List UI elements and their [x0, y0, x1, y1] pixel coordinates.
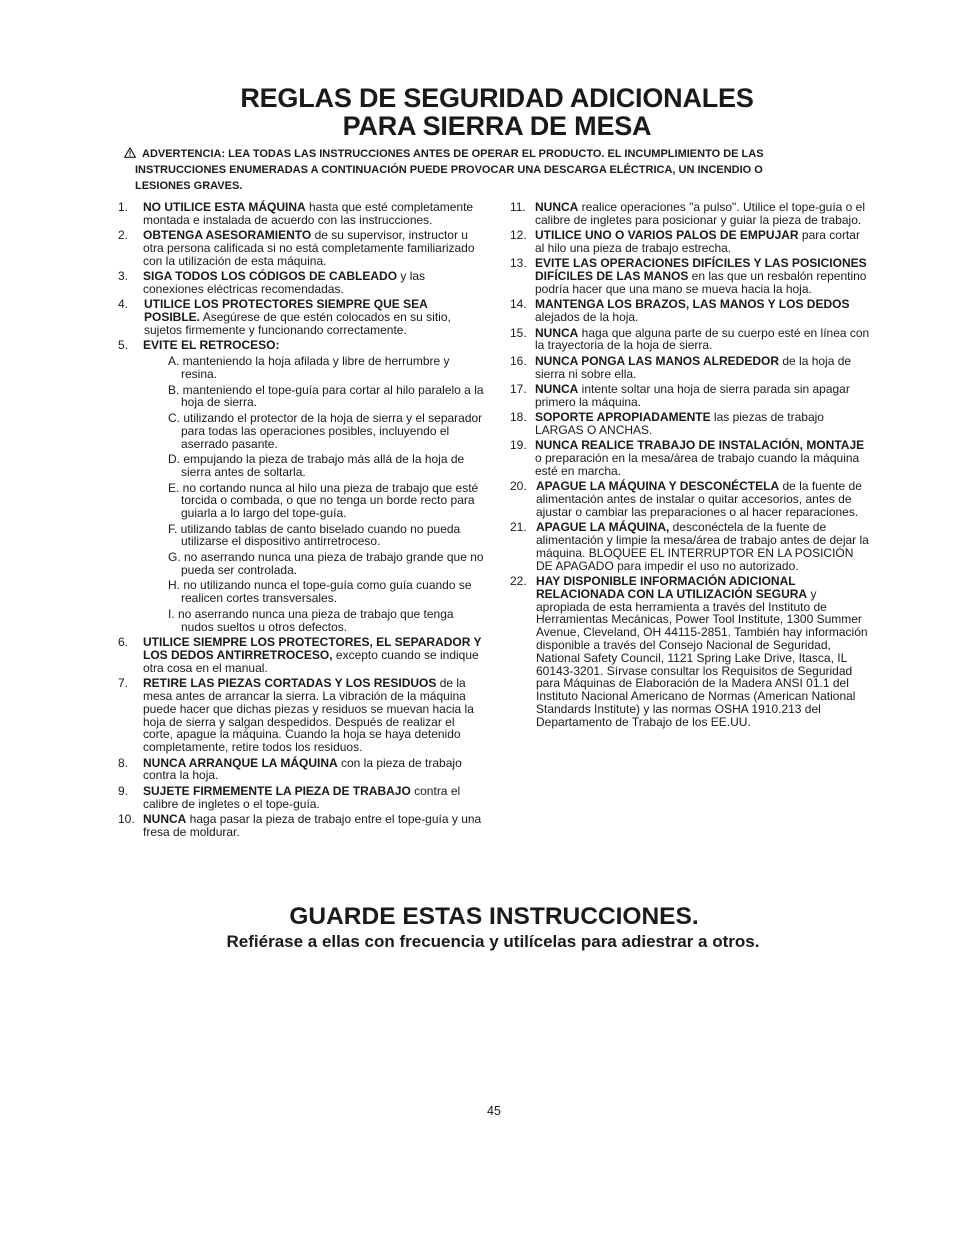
rule-item [510, 521, 872, 572]
rule-number: 13. [510, 256, 527, 271]
rule-text: y apropiada de esta herramienta a través del Instituto de Herramientas Mecánicas, Power Tool Institute, 1300 Summer Avenue, Cleveland, OH 44115-2851. También hay información disponible a través del Consejo Nacional de Seguridad, National Safety Council, 1121 Spring Lake Drive, Itasca, IL 60143-3201. Sírvase consultar los Requisitos de Seguridad para Máquinas de Elaboración de la Madera ANSI 01.1 del Instituto Nacional Americano de Normas (American National Standards Institute) y las normas OSHA 1910.213 del Departamento de Trabajo de los EE.UU. [536, 586, 868, 729]
rule-text: de la mesa antes de arrancar la sierra. La vibración de la máquina puede hacer que dichas piezas y residuos se muevan hacia la hoja de sierra y salgan despedidos. Después de realizar el corte, apague la máquina. Cuando la hoja se haya detenido completamente, retire todos los residuos. [143, 676, 474, 755]
rule-emphasis: HAY DISPONIBLE INFORMACIÓN ADICIONAL RELACIONADA CON LA UTILIZACIÓN SEGURA [536, 574, 808, 601]
rule-text: o preparación en la mesa/área de trabajo cuando la máquina esté en marcha. [535, 451, 860, 478]
rule-number: 20. [510, 479, 527, 494]
rule-text: de la fuente de alimentación antes de instalar o quitar accesorios, antes de ajustar o cambiar las preparaciones o al hacer reparaciones. [536, 479, 862, 519]
warning-line-3: LESIONES GRAVES. [135, 180, 243, 192]
rule-number: 15. [510, 325, 527, 340]
rule-number: 6. [118, 635, 129, 650]
rule-emphasis: SOPORTE APROPIADAMENTE [535, 410, 711, 425]
rule-item [510, 229, 872, 255]
rule-emphasis: UTILICE UNO O VARIOS PALOS DE EMPUJAR [535, 228, 799, 243]
kickback-item: G. no aserrando nunca una pieza de trabajo grande que no pueda ser controlada. [168, 550, 484, 577]
rule-item [118, 785, 484, 811]
rule-number: 19. [510, 438, 527, 453]
rule-item [118, 201, 484, 227]
rule-item [118, 298, 484, 336]
rule-item [510, 298, 872, 324]
right-column [510, 201, 872, 731]
kickback-item: C. utilizando el protector de la hoja de sierra y el separador para todas las operaciones posibles, incluyendo el aserrado pasante. [168, 410, 483, 451]
rule-text: de su supervisor, instructor u otra persona calificada si no está completamente familiarizado con la utilización de esta máquina. [143, 228, 475, 268]
rule-text: excepto cuando se indique otra cosa en el manual. [143, 648, 479, 675]
closing-heading: GUARDE ESTAS INSTRUCCIONES. [289, 903, 699, 930]
rule-number: 17. [510, 381, 527, 396]
kickback-item: D. empujando la pieza de trabajo más allá de la hoja de sierra antes de soltarla. [168, 452, 465, 479]
rule-text: hasta que esté completamente montada e instalada de acuerdo con las instrucciones. [143, 200, 474, 227]
rule-item [118, 813, 484, 839]
rule-emphasis: NO UTILICE ESTA MÁQUINA [143, 200, 306, 214]
rule-emphasis: NUNCA ARRANQUE LA MÁQUINA [143, 755, 338, 770]
rule-emphasis: SIGA TODOS LOS CÓDIGOS DE CABLEADO [143, 269, 398, 284]
rule-number: 12. [510, 228, 527, 243]
rule-emphasis: SUJETE FIRMEMENTE LA PIEZA DE TRABAJO [143, 783, 411, 798]
left-column [118, 201, 484, 841]
warning-line-2: INSTRUCCIONES ENUMERADAS A CONTINUACIÓN PUEDE PROVOCAR UNA DESCARGA ELÉCTRICA, UN INCENDIO O [135, 164, 763, 176]
rule-number: 1. [118, 200, 129, 214]
rule-number: 5. [118, 338, 129, 353]
rule-item [510, 439, 872, 477]
page-title-line-1: REGLAS DE SEGURIDAD ADICIONALES [240, 83, 754, 113]
rule-number: 16. [510, 353, 527, 368]
rule-item [118, 339, 484, 352]
rule-text: en las que un resbalón repentino podría hacer que una mano se mueva hacia la hoja. [535, 269, 867, 296]
kickback-item: E. no cortando nunca al hilo una pieza de trabajo que esté torcida o combada, o que no tenga un borde recto para guiarla a lo largo del tope-guía. [168, 480, 479, 521]
closing-subheading: Refiérase a ellas con frecuencia y utilícelas para adiestrar a otros. [226, 932, 760, 951]
rule-number: 3. [118, 269, 129, 284]
rule-text: contra el calibre de ingletes o el tope-guía. [143, 783, 461, 811]
rule-emphasis: OBTENGA ASESORAMIENTO [143, 228, 312, 243]
kickback-item: A. manteniendo la hoja afilada y libre de herrumbre y resina. [168, 354, 450, 381]
rule-number: 2. [118, 228, 129, 243]
rule-text: para cortar al hilo una pieza de trabajo estrecha. [535, 228, 860, 255]
rule-text: intente soltar una hoja de sierra parada sin apagar primero la máquina. [535, 381, 850, 409]
rule-number: 4. [118, 297, 129, 312]
kickback-item: F. utilizando tablas de canto biselado cuando no pueda utilizarse el dispositivo antirretroceso. [168, 521, 461, 549]
rule-text: Asegúrese de que estén colocados en su sitio, sujetos firmemente y funcionando correctamente. [144, 310, 451, 337]
rule-emphasis: APAGUE LA MÁQUINA Y DESCONÉCTELA [536, 479, 780, 494]
rule-text: realice operaciones "a pulso". Utilice el tope-guía o el calibre de ingletes para posicionar y guiar la pieza de trabajo. [535, 200, 866, 227]
rule-number: 18. [510, 410, 527, 425]
page-number: 45 [487, 1104, 501, 1118]
rule-text: haga pasar la pieza de trabajo entre el tope-guía y una fresa de moldurar. [143, 811, 482, 839]
rule-number: 10. [118, 811, 135, 826]
rule-item [510, 383, 872, 409]
rule-item [510, 327, 872, 353]
rule-emphasis: NUNCA REALICE TRABAJO DE INSTALACIÓN, MONTAJE [535, 438, 865, 453]
page-title-line-2: PARA SIERRA DE MESA [342, 111, 652, 141]
rule-number: 21. [510, 520, 527, 535]
rule-number: 11. [510, 200, 526, 214]
rule-emphasis: NUNCA [535, 325, 579, 340]
rule-item [510, 575, 872, 729]
rule-item [118, 229, 484, 267]
rule-text: las piezas de trabajo LARGAS O ANCHAS. [535, 410, 824, 437]
rule-text: con la pieza de trabajo contra la hoja. [143, 755, 462, 783]
rule-number: 8. [118, 755, 129, 770]
rule-number: 22. [510, 574, 527, 589]
rule-text: desconéctela de la fuente de alimentación y limpie la mesa/área de trabajo antes de dejar la máquina. BLOQUEE EL INTERRUPTOR EN LA POSICIÓN DE APAGADO para impedir el uso no autorizado. [536, 520, 869, 573]
kickback-item: H. no utilizando nunca el tope-guía como guía cuando se realicen cortes transversales. [168, 578, 472, 606]
kickback-sublist [118, 355, 484, 633]
rule-emphasis: EVITE LAS OPERACIONES DIFÍCILES Y LAS POSICIONES DIFÍCILES DE LAS MANOS [535, 256, 867, 284]
kickback-item: B. manteniendo el tope-guía para cortar al hilo paralelo a la hoja de sierra. [168, 382, 484, 410]
rule-item [510, 480, 872, 518]
rule-item [118, 757, 484, 783]
rule-emphasis: NUNCA [143, 811, 187, 826]
rule-emphasis: NUNCA [535, 200, 579, 214]
rule-item [118, 677, 484, 754]
rule-emphasis: NUNCA [535, 381, 579, 396]
rule-text: y las conexiones eléctricas recomendadas. [143, 269, 426, 296]
rule-text: de la hoja de sierra ni sobre ella. [535, 353, 852, 381]
kickback-item: I. no aserrando nunca una pieza de trabajo que tenga nudos sueltos u otros defectos. [168, 606, 454, 634]
rule-emphasis: UTILICE LOS PROTECTORES SIEMPRE QUE SEA POSIBLE. [144, 297, 428, 325]
rule-item [118, 636, 484, 674]
rule-item [510, 355, 872, 381]
warning-line-1: ADVERTENCIA: LEA TODAS LAS INSTRUCCIONES ANTES DE OPERAR EL PRODUCTO. EL INCUMPLIMIENTO DE LAS [142, 148, 764, 160]
rule-text: haga que alguna parte de su cuerpo esté en línea con la trayectoria de la hoja de sierra. [535, 325, 870, 353]
rule-item [510, 201, 872, 227]
rule-emphasis: MANTENGA LOS BRAZOS, LAS MANOS Y LOS DEDOS [535, 297, 850, 312]
rule-emphasis: NUNCA PONGA LAS MANOS ALREDEDOR [535, 353, 780, 368]
rule-text: alejados de la hoja. [535, 310, 639, 325]
rule-number: 14. [510, 297, 527, 312]
rule-item [510, 411, 872, 437]
page-title [0, 84, 954, 140]
rule-emphasis: EVITE EL RETROCESO: [143, 338, 280, 353]
rule-item [510, 257, 872, 295]
rule-item [118, 270, 484, 296]
rule-number: 9. [118, 783, 129, 798]
rule-emphasis: APAGUE LA MÁQUINA, [536, 520, 670, 535]
rule-emphasis: RETIRE LAS PIEZAS CORTADAS Y LOS RESIDUOS [143, 676, 437, 691]
warning-notice [124, 146, 866, 194]
rule-number: 7. [118, 676, 129, 691]
rule-emphasis: UTILICE SIEMPRE LOS PROTECTORES, EL SEPARADOR Y LOS DEDOS ANTIRRETROCESO, [143, 635, 482, 663]
warning-triangle-icon [124, 147, 136, 158]
